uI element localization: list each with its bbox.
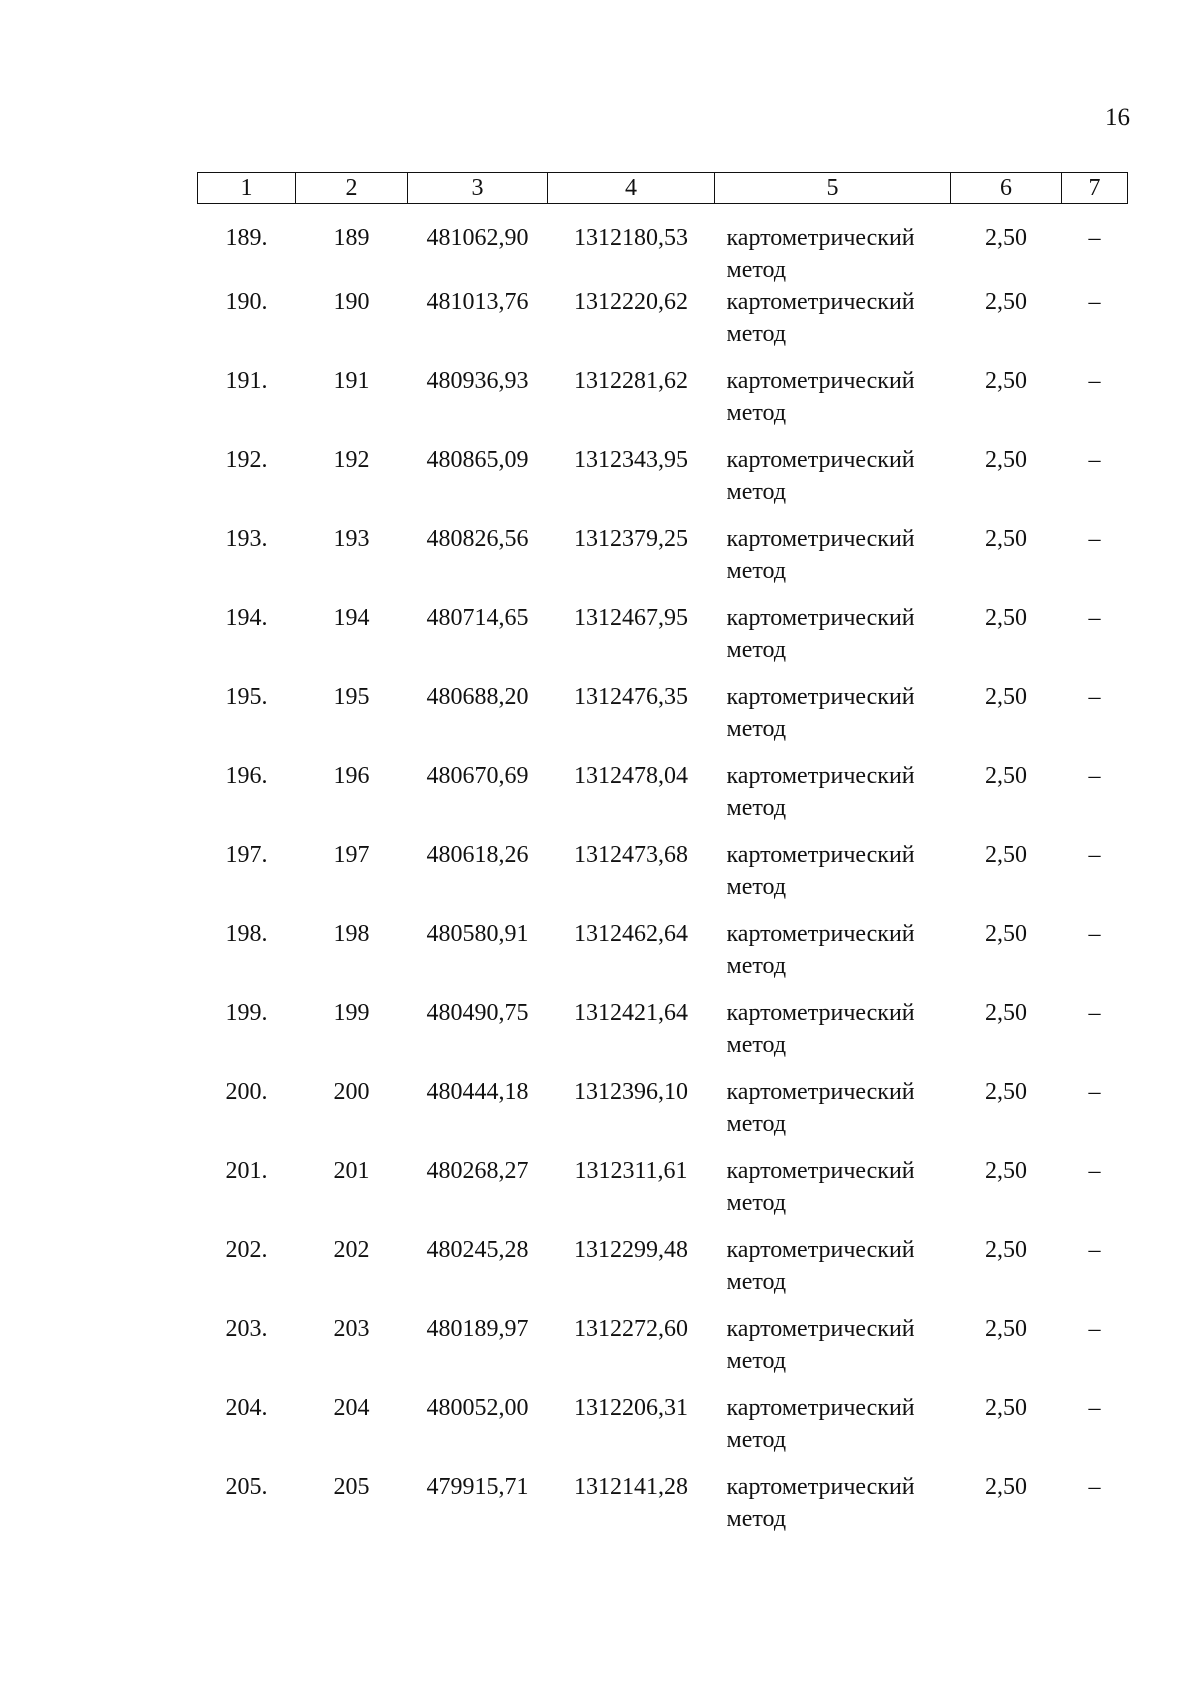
header-col-6: 6 bbox=[951, 173, 1062, 204]
header-col-3: 3 bbox=[408, 173, 548, 204]
table-row bbox=[198, 286, 1128, 365]
cell-point-number: 191 bbox=[333, 368, 370, 394]
cell-row-number: 189. bbox=[225, 225, 268, 251]
cell-accuracy: 2,50 bbox=[985, 1474, 1027, 1500]
cell-x-coordinate: 480189,97 bbox=[426, 1316, 529, 1342]
cell-method bbox=[715, 918, 951, 997]
cell-point-number: 197 bbox=[333, 842, 370, 868]
method-line-2: метод bbox=[726, 795, 787, 821]
table-header bbox=[198, 173, 1128, 204]
cell-note: – bbox=[1088, 1395, 1101, 1421]
header-col-4: 4 bbox=[548, 173, 715, 204]
table-row bbox=[198, 1471, 1128, 1550]
cell-method bbox=[715, 286, 951, 365]
table-row bbox=[198, 760, 1128, 839]
cell-row-number: 200. bbox=[225, 1079, 268, 1105]
cell-point-number: 200 bbox=[333, 1079, 370, 1105]
table-row bbox=[198, 444, 1128, 523]
cell-row-number: 193. bbox=[225, 526, 268, 552]
cell-row-number: 205. bbox=[225, 1474, 268, 1500]
table-body bbox=[198, 204, 1128, 1551]
cell-note: – bbox=[1088, 1000, 1101, 1026]
method-line-1: картометрический bbox=[726, 447, 915, 473]
table-row bbox=[198, 918, 1128, 997]
cell-note: – bbox=[1088, 921, 1101, 947]
method-line-2: метод bbox=[726, 953, 787, 979]
cell-note: – bbox=[1088, 605, 1101, 631]
method-line-2: метод bbox=[726, 1427, 787, 1453]
cell-point-number: 201 bbox=[333, 1158, 370, 1184]
method-line-2: метод bbox=[726, 716, 787, 742]
method-line-2: метод bbox=[726, 321, 787, 347]
method-line-1: картометрический bbox=[726, 1395, 915, 1421]
cell-x-coordinate: 480580,91 bbox=[426, 921, 529, 947]
cell-accuracy: 2,50 bbox=[985, 447, 1027, 473]
method-line-1: картометрический bbox=[726, 763, 915, 789]
method-line-1: картометрический bbox=[726, 1237, 915, 1263]
cell-row-number: 201. bbox=[225, 1158, 268, 1184]
cell-note: – bbox=[1088, 289, 1101, 315]
cell-accuracy: 2,50 bbox=[985, 289, 1027, 315]
cell-method bbox=[715, 444, 951, 523]
cell-y-coordinate: 1312478,04 bbox=[574, 763, 688, 789]
cell-method bbox=[715, 602, 951, 681]
cell-method bbox=[715, 760, 951, 839]
cell-row-number: 202. bbox=[225, 1237, 268, 1263]
cell-y-coordinate: 1312396,10 bbox=[574, 1079, 688, 1105]
method-line-2: метод bbox=[726, 1269, 787, 1295]
cell-note: – bbox=[1088, 763, 1101, 789]
cell-method bbox=[715, 523, 951, 602]
cell-accuracy: 2,50 bbox=[985, 842, 1027, 868]
cell-accuracy: 2,50 bbox=[985, 225, 1027, 251]
method-line-2: метод bbox=[726, 257, 787, 283]
cell-row-number: 192. bbox=[225, 447, 268, 473]
cell-row-number: 198. bbox=[225, 921, 268, 947]
coordinates-table-container bbox=[197, 172, 1127, 1550]
cell-y-coordinate: 1312299,48 bbox=[574, 1237, 688, 1263]
cell-accuracy: 2,50 bbox=[985, 1237, 1027, 1263]
cell-method bbox=[715, 204, 951, 287]
cell-row-number: 195. bbox=[225, 684, 268, 710]
cell-accuracy: 2,50 bbox=[985, 368, 1027, 394]
cell-row-number: 203. bbox=[225, 1316, 268, 1342]
cell-point-number: 199 bbox=[333, 1000, 370, 1026]
method-line-2: метод bbox=[726, 637, 787, 663]
method-line-1: картометрический bbox=[726, 225, 915, 251]
cell-method bbox=[715, 1076, 951, 1155]
method-line-1: картометрический bbox=[726, 1474, 915, 1500]
header-col-7: 7 bbox=[1062, 173, 1128, 204]
table-row bbox=[198, 1076, 1128, 1155]
method-line-1: картометрический bbox=[726, 842, 915, 868]
table-row bbox=[198, 997, 1128, 1076]
cell-y-coordinate: 1312272,60 bbox=[574, 1316, 688, 1342]
cell-x-coordinate: 480688,20 bbox=[426, 684, 529, 710]
cell-y-coordinate: 1312180,53 bbox=[574, 225, 688, 251]
cell-accuracy: 2,50 bbox=[985, 605, 1027, 631]
table-row bbox=[198, 1234, 1128, 1313]
cell-method bbox=[715, 997, 951, 1076]
cell-accuracy: 2,50 bbox=[985, 684, 1027, 710]
method-line-2: метод bbox=[726, 874, 787, 900]
cell-accuracy: 2,50 bbox=[985, 526, 1027, 552]
cell-y-coordinate: 1312141,28 bbox=[574, 1474, 688, 1500]
cell-note: – bbox=[1088, 1316, 1101, 1342]
cell-method bbox=[715, 1392, 951, 1471]
table-row bbox=[198, 681, 1128, 760]
cell-y-coordinate: 1312462,64 bbox=[574, 921, 688, 947]
cell-point-number: 193 bbox=[333, 526, 370, 552]
cell-x-coordinate: 479915,71 bbox=[426, 1474, 529, 1500]
method-line-2: метод bbox=[726, 1032, 787, 1058]
cell-note: – bbox=[1088, 368, 1101, 394]
cell-note: – bbox=[1088, 1079, 1101, 1105]
method-line-1: картометрический bbox=[726, 1079, 915, 1105]
cell-x-coordinate: 480245,28 bbox=[426, 1237, 529, 1263]
coordinates-table bbox=[197, 172, 1128, 1550]
method-line-1: картометрический bbox=[726, 1158, 915, 1184]
cell-x-coordinate: 480618,26 bbox=[426, 842, 529, 868]
cell-y-coordinate: 1312476,35 bbox=[574, 684, 688, 710]
table-row bbox=[198, 1313, 1128, 1392]
method-line-2: метод bbox=[726, 1348, 787, 1374]
cell-point-number: 189 bbox=[333, 225, 370, 251]
header-col-2: 2 bbox=[296, 173, 408, 204]
method-line-1: картометрический bbox=[726, 1000, 915, 1026]
cell-method bbox=[715, 1471, 951, 1550]
cell-point-number: 195 bbox=[333, 684, 370, 710]
cell-method bbox=[715, 365, 951, 444]
method-line-2: метод bbox=[726, 1190, 787, 1216]
cell-note: – bbox=[1088, 684, 1101, 710]
cell-point-number: 203 bbox=[333, 1316, 370, 1342]
page-number: 16 bbox=[1105, 104, 1130, 131]
cell-point-number: 194 bbox=[333, 605, 370, 631]
cell-method bbox=[715, 681, 951, 760]
header-col-1: 1 bbox=[198, 173, 296, 204]
cell-accuracy: 2,50 bbox=[985, 763, 1027, 789]
table-row bbox=[198, 523, 1128, 602]
cell-x-coordinate: 480714,65 bbox=[426, 605, 529, 631]
cell-x-coordinate: 480268,27 bbox=[426, 1158, 529, 1184]
cell-point-number: 192 bbox=[333, 447, 370, 473]
cell-accuracy: 2,50 bbox=[985, 1079, 1027, 1105]
cell-note: – bbox=[1088, 842, 1101, 868]
table-row bbox=[198, 1155, 1128, 1234]
cell-y-coordinate: 1312311,61 bbox=[574, 1158, 688, 1184]
cell-x-coordinate: 480936,93 bbox=[426, 368, 529, 394]
cell-method bbox=[715, 1234, 951, 1313]
cell-x-coordinate: 480444,18 bbox=[426, 1079, 529, 1105]
method-line-1: картометрический bbox=[726, 921, 915, 947]
cell-accuracy: 2,50 bbox=[985, 1000, 1027, 1026]
cell-point-number: 190 bbox=[333, 289, 370, 315]
cell-x-coordinate: 481062,90 bbox=[426, 225, 529, 251]
table-row bbox=[198, 602, 1128, 681]
table-row bbox=[198, 839, 1128, 918]
cell-note: – bbox=[1088, 1237, 1101, 1263]
cell-x-coordinate: 481013,76 bbox=[426, 289, 529, 315]
cell-point-number: 198 bbox=[333, 921, 370, 947]
cell-method bbox=[715, 1155, 951, 1234]
header-col-5: 5 bbox=[715, 173, 951, 204]
cell-row-number: 191. bbox=[225, 368, 268, 394]
cell-x-coordinate: 480052,00 bbox=[426, 1395, 529, 1421]
method-line-1: картометрический bbox=[726, 526, 915, 552]
cell-point-number: 205 bbox=[333, 1474, 370, 1500]
method-line-1: картометрический bbox=[726, 605, 915, 631]
cell-y-coordinate: 1312343,95 bbox=[574, 447, 688, 473]
method-line-2: метод bbox=[726, 558, 787, 584]
method-line-2: метод bbox=[726, 1111, 787, 1137]
cell-y-coordinate: 1312220,62 bbox=[574, 289, 688, 315]
cell-note: – bbox=[1088, 1158, 1101, 1184]
cell-y-coordinate: 1312473,68 bbox=[574, 842, 688, 868]
cell-x-coordinate: 480826,56 bbox=[426, 526, 529, 552]
cell-row-number: 196. bbox=[225, 763, 268, 789]
cell-accuracy: 2,50 bbox=[985, 1395, 1027, 1421]
table-row bbox=[198, 1392, 1128, 1471]
header-row bbox=[198, 173, 1128, 204]
cell-y-coordinate: 1312379,25 bbox=[574, 526, 688, 552]
cell-method bbox=[715, 839, 951, 918]
cell-x-coordinate: 480490,75 bbox=[426, 1000, 529, 1026]
cell-row-number: 197. bbox=[225, 842, 268, 868]
method-line-1: картометрический bbox=[726, 368, 915, 394]
cell-accuracy: 2,50 bbox=[985, 921, 1027, 947]
cell-note: – bbox=[1088, 225, 1101, 251]
table-row bbox=[198, 365, 1128, 444]
cell-row-number: 194. bbox=[225, 605, 268, 631]
cell-method bbox=[715, 1313, 951, 1392]
cell-row-number: 190. bbox=[225, 289, 268, 315]
cell-row-number: 204. bbox=[225, 1395, 268, 1421]
cell-point-number: 204 bbox=[333, 1395, 370, 1421]
method-line-2: метод bbox=[726, 479, 787, 505]
method-line-1: картометрический bbox=[726, 684, 915, 710]
method-line-1: картометрический bbox=[726, 289, 915, 315]
method-line-2: метод bbox=[726, 400, 787, 426]
cell-point-number: 202 bbox=[333, 1237, 370, 1263]
cell-y-coordinate: 1312206,31 bbox=[574, 1395, 688, 1421]
cell-point-number: 196 bbox=[333, 763, 370, 789]
cell-note: – bbox=[1088, 1474, 1101, 1500]
cell-y-coordinate: 1312467,95 bbox=[574, 605, 688, 631]
cell-accuracy: 2,50 bbox=[985, 1316, 1027, 1342]
table-row bbox=[198, 204, 1128, 287]
method-line-2: метод bbox=[726, 1506, 787, 1532]
cell-x-coordinate: 480670,69 bbox=[426, 763, 529, 789]
cell-accuracy: 2,50 bbox=[985, 1158, 1027, 1184]
cell-y-coordinate: 1312421,64 bbox=[574, 1000, 688, 1026]
cell-row-number: 199. bbox=[225, 1000, 268, 1026]
cell-note: – bbox=[1088, 447, 1101, 473]
cell-y-coordinate: 1312281,62 bbox=[574, 368, 688, 394]
method-line-1: картометрический bbox=[726, 1316, 915, 1342]
cell-note: – bbox=[1088, 526, 1101, 552]
cell-x-coordinate: 480865,09 bbox=[426, 447, 529, 473]
